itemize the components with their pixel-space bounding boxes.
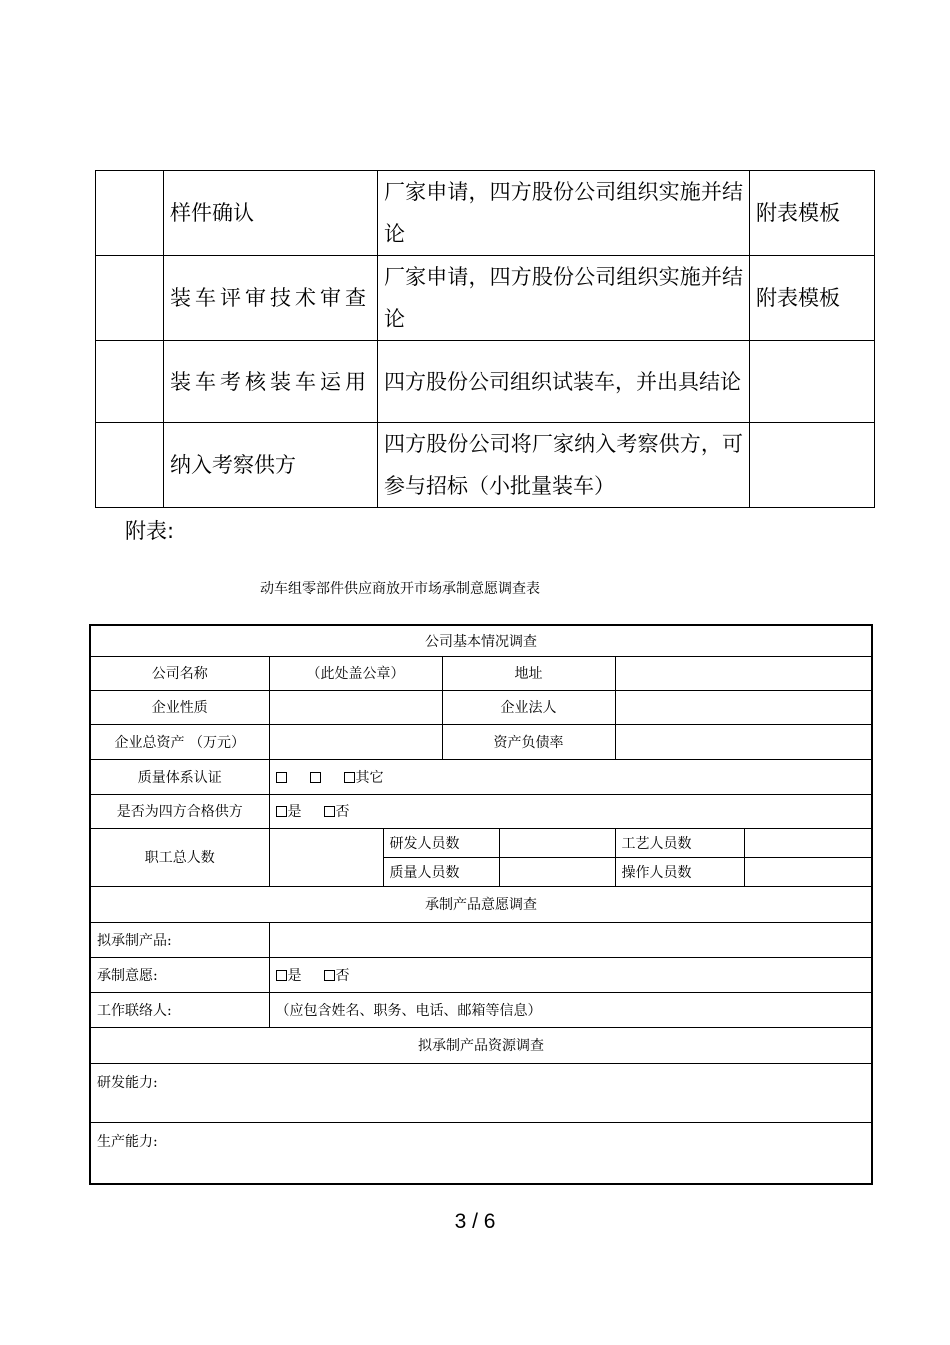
legal-person-label: 企业法人 (442, 690, 615, 724)
rd-staff-field[interactable] (499, 828, 615, 857)
rd-capability-field[interactable]: 研发能力: (90, 1063, 872, 1122)
process-staff-label: 工艺人员数 (615, 828, 744, 857)
other-option-label: 其它 (355, 769, 384, 786)
table-row (90, 828, 872, 857)
assets-label: 企业总资产 （万元） (90, 724, 269, 759)
section-row (90, 1027, 872, 1063)
staff-total-label: 职工总人数 (90, 828, 269, 886)
process-staff-field[interactable] (744, 828, 872, 857)
qualified-supplier-options (269, 794, 872, 828)
address-field[interactable] (615, 656, 872, 690)
survey-form (89, 624, 873, 1185)
note-cell: 附表模板 (750, 171, 875, 256)
appendix-label: 附表: (125, 519, 175, 543)
production-capability-field[interactable]: 生产能力: (90, 1122, 872, 1184)
note-cell (750, 341, 875, 423)
operator-label: 操作人员数 (615, 857, 744, 886)
willingness-label: 承制意愿: (90, 957, 269, 992)
step-cell: 装车评审技术审查 (164, 256, 378, 341)
section-basic-info: 公司基本情况调查 (90, 625, 872, 656)
desc-cell: 厂家申请，四方股份公司组织实施并结论 (378, 171, 750, 256)
staff-total-field[interactable] (269, 828, 383, 886)
quality-staff-label: 质量人员数 (383, 857, 499, 886)
note-cell: 附表模板 (750, 256, 875, 341)
product-label: 拟承制产品: (90, 922, 269, 957)
desc-cell: 厂家申请，四方股份公司组织实施并结论 (378, 256, 750, 341)
table-row (96, 423, 875, 508)
table-row (90, 1063, 872, 1122)
table-row (90, 957, 872, 992)
debt-ratio-label: 资产负债率 (442, 724, 615, 759)
checkbox-option-2[interactable] (310, 772, 321, 783)
nature-field[interactable] (269, 690, 442, 724)
desc-cell: 四方股份公司将厂家纳入考察供方，可参与招标（小批量装车） (378, 423, 750, 508)
step-cell: 样件确认 (164, 171, 378, 256)
company-name-label: 公司名称 (90, 656, 269, 690)
no-label: 否 (335, 967, 350, 984)
table-row (90, 690, 872, 724)
willingness-options (269, 957, 872, 992)
quality-system-label: 质量体系认证 (90, 759, 269, 794)
yes-label: 是 (287, 967, 302, 984)
desc-cell: 四方股份公司组织试装车，并出具结论 (378, 341, 750, 423)
contact-field[interactable]: （应包含姓名、职务、电话、邮箱等信息） (269, 992, 872, 1027)
address-label: 地址 (442, 656, 615, 690)
table-row (96, 256, 875, 341)
contact-label: 工作联络人: (90, 992, 269, 1027)
debt-ratio-field[interactable] (615, 724, 872, 759)
legal-person-field[interactable] (615, 690, 872, 724)
checkbox-yes[interactable] (276, 806, 287, 817)
survey-title: 动车组零部件供应商放开市场承制意愿调查表 (260, 581, 540, 597)
qualified-supplier-label: 是否为四方合格供方 (90, 794, 269, 828)
table-row (90, 724, 872, 759)
checkbox-no[interactable] (324, 806, 335, 817)
assets-field[interactable] (269, 724, 442, 759)
table-row (90, 992, 872, 1027)
table-row (90, 794, 872, 828)
note-cell (750, 423, 875, 508)
quality-staff-field[interactable] (499, 857, 615, 886)
blank-cell (96, 256, 164, 341)
rd-staff-label: 研发人员数 (383, 828, 499, 857)
operator-field[interactable] (744, 857, 872, 886)
blank-cell (96, 423, 164, 508)
step-cell: 纳入考察供方 (164, 423, 378, 508)
checkbox-yes[interactable] (276, 970, 287, 981)
section-row (90, 886, 872, 922)
table-row (90, 922, 872, 957)
yes-label: 是 (287, 804, 302, 820)
section-row (90, 625, 872, 656)
blank-cell (96, 171, 164, 256)
step-cell: 装车考核装车运用 (164, 341, 378, 423)
table-row (90, 759, 872, 794)
table-row (96, 341, 875, 423)
section-resources: 拟承制产品资源调查 (90, 1027, 872, 1063)
no-label: 否 (335, 804, 350, 820)
table-row (90, 656, 872, 690)
product-field[interactable] (269, 922, 872, 957)
checkbox-other[interactable] (344, 772, 355, 783)
checkbox-no[interactable] (324, 970, 335, 981)
quality-system-options (269, 759, 872, 794)
table-row (96, 171, 875, 256)
blank-cell (96, 341, 164, 423)
nature-label: 企业性质 (90, 690, 269, 724)
checkbox-option-1[interactable] (276, 772, 287, 783)
company-name-field[interactable]: （此处盖公章） (269, 656, 442, 690)
table-row (90, 1122, 872, 1184)
process-table (95, 170, 875, 508)
section-willingness: 承制产品意愿调查 (90, 886, 872, 922)
page-number: 3 / 6 (454, 1210, 496, 1233)
